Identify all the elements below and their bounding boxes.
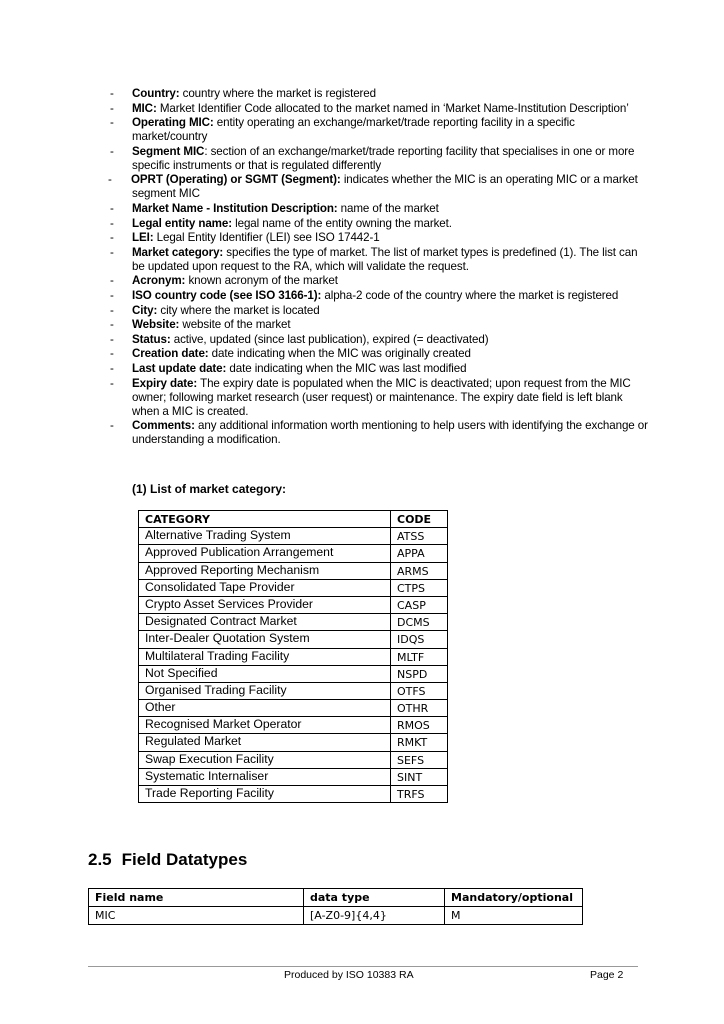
table-row — [139, 596, 448, 613]
category-cell: Recognised Market Operator — [139, 717, 391, 734]
code-cell: APPA — [391, 545, 448, 562]
section-number: 2.5 — [88, 850, 112, 869]
category-cell: Organised Trading Facility — [139, 682, 391, 699]
code-cell: NSPD — [391, 665, 448, 682]
bullet-dash: - — [110, 332, 114, 346]
field-term: MIC: — [132, 101, 157, 115]
list-item — [108, 318, 648, 332]
code-cell: DCMS — [391, 614, 448, 631]
mandatory-header: Mandatory/optional — [445, 889, 583, 907]
category-cell: Approved Publication Arrangement — [139, 545, 391, 562]
code-cell: IDQS — [391, 631, 448, 648]
field-term: City: — [132, 303, 158, 317]
table-row — [139, 700, 448, 717]
table-row — [139, 562, 448, 579]
field-term: Legal entity name: — [132, 216, 232, 230]
category-cell: Trade Reporting Facility — [139, 786, 391, 803]
bullet-dash: - — [110, 201, 114, 215]
category-cell: Regulated Market — [139, 734, 391, 751]
bullet-dash: - — [110, 303, 114, 317]
code-cell: CASP — [391, 596, 448, 613]
table-row — [139, 614, 448, 631]
category-cell: Swap Execution Facility — [139, 751, 391, 768]
bullet-dash: - — [110, 245, 114, 259]
bullet-dash: - — [110, 288, 114, 302]
data-type-cell: [A-Z0-9]{4,4} — [304, 907, 445, 925]
field-term: Acronym: — [132, 274, 186, 288]
table-header-row — [89, 889, 583, 907]
field-description: Market Identifier Code allocated to the market named in ‘Market Name-Institution Description’ — [156, 101, 629, 115]
field-name-cell: MIC — [89, 907, 304, 925]
code-cell: TRFS — [391, 786, 448, 803]
table-row — [139, 717, 448, 734]
code-cell: OTHR — [391, 700, 448, 717]
table-row — [139, 751, 448, 768]
table-row — [139, 648, 448, 665]
field-term: Market Name - Institution Description: — [132, 201, 338, 215]
bullet-dash: - — [110, 419, 114, 433]
category-cell: Consolidated Tape Provider — [139, 579, 391, 596]
category-header: CATEGORY — [139, 511, 391, 528]
field-term: Country: — [132, 87, 180, 100]
field-term: Segment MIC — [132, 144, 205, 158]
category-cell: Designated Contract Market — [139, 614, 391, 631]
code-cell: RMOS — [391, 717, 448, 734]
section-heading — [88, 850, 247, 870]
field-term: Market category: — [132, 245, 224, 259]
field-name-header: Field name — [89, 889, 304, 907]
footer-divider — [88, 966, 638, 967]
table-row — [139, 734, 448, 751]
footer-text: Produced by ISO 10383 RA — [284, 969, 414, 981]
field-description: known acronym of the market — [185, 274, 338, 288]
field-description: Legal Entity Identifier (LEI) see ISO 17442-1 — [153, 231, 380, 245]
field-description: any additional information worth mentioning to help users with identifying the exchange or understanding a modification. — [132, 419, 648, 447]
field-term: Expiry date: — [132, 376, 198, 390]
list-item — [108, 217, 648, 231]
list-item — [108, 202, 648, 216]
field-term: Status: — [132, 332, 171, 346]
category-cell: Multilateral Trading Facility — [139, 648, 391, 665]
list-item — [108, 304, 648, 318]
bullet-dash: - — [110, 231, 114, 245]
code-cell: ARMS — [391, 562, 448, 579]
table-row — [139, 786, 448, 803]
table-row — [139, 768, 448, 785]
field-term: Creation date: — [132, 347, 209, 361]
bullet-dash: - — [110, 361, 114, 375]
list-item — [108, 362, 648, 376]
field-term: Comments: — [132, 419, 195, 433]
field-description: name of the market — [337, 201, 439, 215]
table-header-row — [139, 511, 448, 528]
category-cell: Alternative Trading System — [139, 528, 391, 545]
list-item — [108, 377, 648, 419]
field-description: entity operating an exchange/market/trade reporting facility in a specific market/country — [132, 116, 575, 144]
bullet-dash: - — [110, 347, 114, 361]
field-description: legal name of the entity owning the market. — [232, 216, 452, 230]
field-description: alpha-2 code of the country where the market is registered — [321, 288, 619, 302]
field-term: OPRT (Operating) or SGMT (Segment): — [131, 173, 341, 187]
list-item — [108, 246, 648, 274]
bullet-dash: - — [108, 173, 112, 187]
field-description: date indicating when the MIC was last modified — [226, 361, 467, 375]
list-item — [108, 87, 648, 101]
table-row — [139, 631, 448, 648]
field-description: indicates whether the MIC is an operating MIC or a market segment MIC — [132, 173, 638, 201]
category-list-heading: (1) List of market category: — [132, 482, 287, 496]
bullet-dash: - — [110, 144, 114, 158]
list-item — [108, 347, 648, 361]
section-title: Field Datatypes — [121, 850, 248, 869]
data-type-header: data type — [304, 889, 445, 907]
field-description: : section of an exchange/market/trade reporting facility that specialises in one or more specific instruments or that is regulated differently — [132, 144, 635, 172]
category-cell: Systematic Internaliser — [139, 768, 391, 785]
category-cell: Approved Reporting Mechanism — [139, 562, 391, 579]
bullet-dash: - — [110, 216, 114, 230]
category-cell: Crypto Asset Services Provider — [139, 596, 391, 613]
category-cell: Inter-Dealer Quotation System — [139, 631, 391, 648]
list-item — [108, 333, 648, 347]
bullet-dash: - — [110, 87, 114, 100]
field-description: active, updated (since last publication), expired (= deactivated) — [170, 332, 489, 346]
bullet-dash: - — [110, 376, 114, 390]
code-cell: RMKT — [391, 734, 448, 751]
field-term: LEI: — [132, 231, 154, 245]
field-description: date indicating when the MIC was originally created — [208, 347, 471, 361]
bullet-dash: - — [110, 116, 114, 130]
bullet-dash: - — [110, 101, 114, 115]
list-item — [108, 419, 648, 447]
field-definition-list — [108, 87, 648, 448]
table-row — [139, 545, 448, 562]
field-term: Last update date: — [132, 361, 227, 375]
code-cell: ATSS — [391, 528, 448, 545]
field-term: Website: — [132, 318, 180, 332]
list-item — [108, 173, 648, 201]
market-category-table — [138, 510, 448, 803]
code-header: CODE — [391, 511, 448, 528]
code-cell: SINT — [391, 768, 448, 785]
list-item — [108, 274, 648, 288]
code-cell: SEFS — [391, 751, 448, 768]
code-cell: CTPS — [391, 579, 448, 596]
field-term: ISO country code (see ISO 3166-1): — [132, 288, 322, 302]
bullet-dash: - — [110, 274, 114, 288]
list-item — [108, 289, 648, 303]
category-cell: Not Specified — [139, 665, 391, 682]
table-row — [139, 665, 448, 682]
list-item — [108, 102, 648, 116]
field-term: Operating MIC: — [132, 116, 214, 130]
category-cell: Other — [139, 700, 391, 717]
bullet-dash: - — [110, 318, 114, 332]
table-row — [139, 528, 448, 545]
field-datatype-table — [88, 888, 583, 925]
field-description: specifies the type of market. The list of market types is predefined (1). The list can be updated upon request to the RA, which will validate the request. — [132, 245, 638, 273]
list-item — [108, 145, 648, 173]
code-cell: OTFS — [391, 682, 448, 699]
field-description: city where the market is located — [157, 303, 320, 317]
list-item — [108, 116, 648, 144]
list-item — [108, 231, 648, 245]
field-description: country where the market is registered — [179, 87, 377, 100]
field-description: The expiry date is populated when the MIC is deactivated; upon request from the MIC owner; following market research (user request) or maintenance. The expiry date field is left blank when a MIC is created. — [132, 376, 631, 418]
mandatory-cell: M — [445, 907, 583, 925]
page-number: Page 2 — [590, 969, 624, 981]
table-row — [139, 682, 448, 699]
table-row — [139, 579, 448, 596]
field-description: website of the market — [179, 318, 291, 332]
code-cell: MLTF — [391, 648, 448, 665]
table-row — [89, 907, 583, 925]
